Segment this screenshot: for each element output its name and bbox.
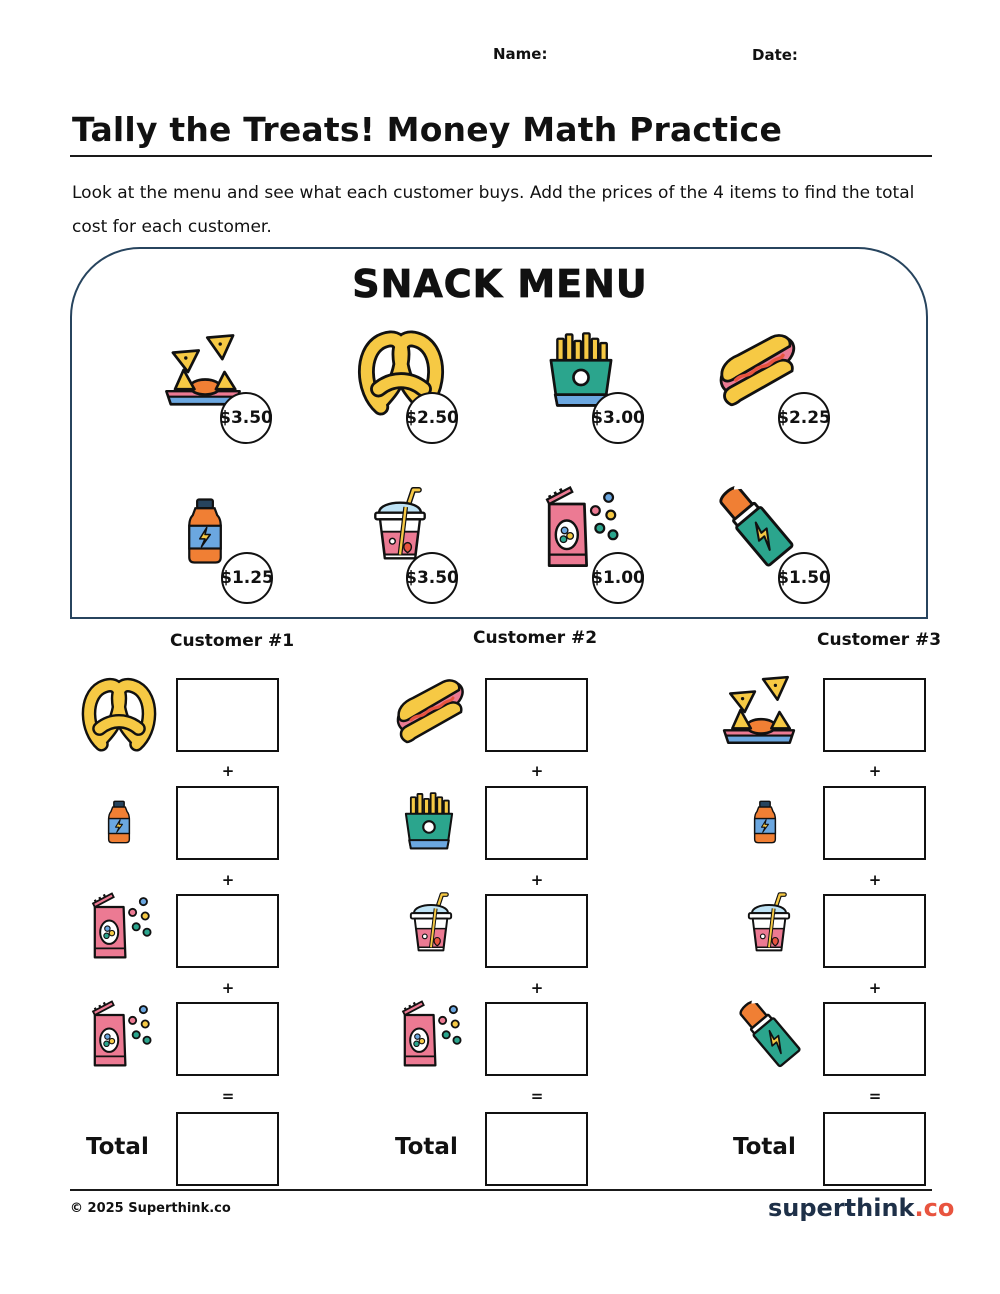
- fries-icon: [396, 782, 462, 862]
- price-badge: $2.25: [778, 392, 830, 444]
- pretzel-icon: [78, 674, 160, 752]
- plus-sign: +: [530, 762, 544, 780]
- price-badge: $3.50: [220, 392, 272, 444]
- answer-box[interactable]: [485, 894, 588, 968]
- answer-box[interactable]: [176, 894, 279, 968]
- customer-1-label: Customer #1: [170, 631, 295, 651]
- answer-box[interactable]: [823, 678, 926, 752]
- answer-box[interactable]: [485, 1002, 588, 1076]
- brand-logo: [768, 1194, 954, 1222]
- name-label: Name:: [493, 45, 548, 63]
- hotdog-icon: [388, 672, 470, 752]
- candy-bag-icon: [84, 990, 156, 1076]
- total-label: Total: [86, 1134, 149, 1160]
- answer-box[interactable]: [823, 894, 926, 968]
- equals-sign: =: [530, 1087, 544, 1105]
- answer-box[interactable]: [823, 1002, 926, 1076]
- title-divider: [70, 155, 932, 157]
- plus-sign: +: [530, 979, 544, 997]
- date-label: Date:: [752, 46, 798, 64]
- price-badge: $1.25: [221, 552, 273, 604]
- instructions: Look at the menu and see what each customer buys. Add the prices of the 4 items to find the total cost for each customer.: [72, 183, 915, 237]
- total-answer-box[interactable]: [176, 1112, 279, 1186]
- price-badge: $1.00: [592, 552, 644, 604]
- price-badge: $3.50: [406, 552, 458, 604]
- customer-2-label: Customer #2: [473, 628, 598, 648]
- plus-sign: +: [221, 871, 235, 889]
- price-badge: $1.50: [778, 552, 830, 604]
- page-title: Tally the Treats! Money Math Practice: [72, 110, 783, 149]
- candy-bag-icon: [84, 882, 156, 968]
- smoothie-icon: [738, 878, 800, 970]
- total-label: Total: [395, 1134, 458, 1160]
- customer-3-label: Customer #3: [817, 630, 942, 650]
- answer-box[interactable]: [176, 678, 279, 752]
- plus-sign: +: [221, 762, 235, 780]
- menu-title: SNACK MENU: [352, 262, 648, 306]
- answer-box[interactable]: [823, 786, 926, 860]
- total-answer-box[interactable]: [823, 1112, 926, 1186]
- plus-sign: +: [530, 871, 544, 889]
- energy-bar-icon: [730, 992, 806, 1072]
- price-badge: $3.00: [592, 392, 644, 444]
- brand-name: superthink: [768, 1194, 915, 1222]
- answer-box[interactable]: [176, 1002, 279, 1076]
- plus-sign: +: [868, 979, 882, 997]
- brand-domain: .co: [914, 1194, 955, 1222]
- price-badge: $2.50: [406, 392, 458, 444]
- nachos-icon: [718, 670, 800, 754]
- total-answer-box[interactable]: [485, 1112, 588, 1186]
- smoothie-icon: [400, 878, 462, 970]
- sports-drink-icon: [96, 780, 142, 864]
- answer-box[interactable]: [485, 786, 588, 860]
- plus-sign: +: [868, 871, 882, 889]
- sports-drink-icon: [742, 780, 788, 864]
- total-label: Total: [733, 1134, 796, 1160]
- plus-sign: +: [221, 979, 235, 997]
- equals-sign: =: [221, 1087, 235, 1105]
- footer-divider: [70, 1189, 932, 1191]
- copyright: © 2025 Superthink.co: [70, 1201, 231, 1216]
- candy-bag-icon: [394, 990, 466, 1076]
- answer-box[interactable]: [485, 678, 588, 752]
- plus-sign: +: [868, 762, 882, 780]
- answer-box[interactable]: [176, 786, 279, 860]
- equals-sign: =: [868, 1087, 882, 1105]
